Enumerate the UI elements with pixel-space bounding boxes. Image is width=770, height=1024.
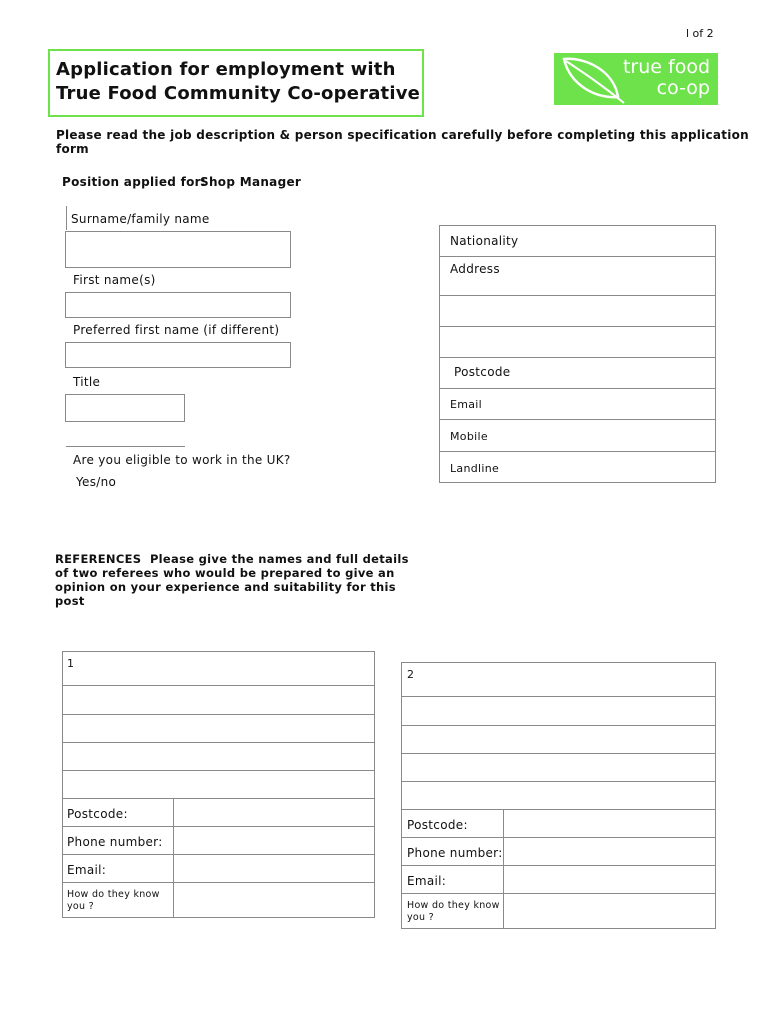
reference-1-know-label: How do they know you ? (67, 889, 160, 912)
position-value: Shop Manager (200, 175, 302, 189)
references-title: REFERENCES (55, 552, 142, 566)
reference-2-row[interactable] (402, 696, 715, 725)
reference-1-phone-label: Phone number: (67, 835, 163, 849)
references-line1: Please give the names and full details (149, 552, 409, 566)
address-label: Address (450, 262, 500, 276)
reference-2-email-label: Email: (407, 874, 447, 888)
reference-1-row[interactable] (63, 685, 374, 714)
page-number: l of 2 (686, 27, 714, 40)
reference-1-number: 1 (67, 657, 75, 670)
position-label: Position applied for: (62, 175, 207, 189)
form-title-line1: Application for employment with (56, 59, 396, 80)
reference-1-row[interactable] (63, 714, 374, 742)
reference-1-table (62, 651, 375, 918)
leaf-icon (556, 53, 626, 105)
reference-2-phone-label: Phone number: (407, 846, 503, 860)
eligible-label: Are you eligible to work in the UK? (73, 453, 291, 467)
eligible-value[interactable]: Yes/no (76, 475, 117, 489)
divider-line (66, 446, 185, 447)
title-input[interactable] (65, 394, 185, 422)
reference-1-postcode-label: Postcode: (67, 807, 128, 821)
mobile-label: Mobile (450, 430, 488, 443)
reference-1-row[interactable] (63, 742, 374, 770)
postcode-label: Postcode (454, 365, 511, 379)
surname-label: Surname/family name (71, 212, 210, 226)
references-line2: of two referees who would be prepared to give an (55, 566, 395, 580)
contact-table (439, 225, 716, 483)
references-line3: opinion on your experience and suitability for this (55, 580, 396, 594)
first-name-label: First name(s) (73, 273, 156, 287)
form-title-line2: True Food Community Co-operative (56, 83, 421, 104)
title-label: Title (73, 375, 101, 389)
address-row-2[interactable] (440, 295, 715, 326)
references-heading (55, 552, 409, 608)
field-divider (66, 206, 67, 230)
reference-1-column-divider (173, 798, 174, 918)
preferred-name-label: Preferred first name (if different) (73, 323, 280, 337)
true-food-logo (554, 53, 718, 105)
surname-input[interactable] (65, 231, 291, 268)
reference-2-postcode-label: Postcode: (407, 818, 468, 832)
logo-text-line1: true food (622, 56, 710, 78)
reference-2-row[interactable] (402, 725, 715, 753)
reference-2-column-divider (503, 809, 504, 929)
reference-1-email-label: Email: (67, 863, 107, 877)
reference-2-number: 2 (407, 668, 415, 681)
form-title (56, 58, 420, 106)
reference-2-know-label: How do they know you ? (407, 900, 500, 923)
instruction-text: Please read the job description & person specification carefully before completing this application form (56, 128, 749, 156)
nationality-label: Nationality (450, 234, 519, 248)
reference-2-row[interactable] (402, 753, 715, 781)
reference-2-row[interactable] (402, 781, 715, 809)
reference-2-table (401, 662, 716, 929)
landline-label: Landline (450, 462, 500, 475)
preferred-name-input[interactable] (65, 342, 291, 368)
email-label: Email (450, 398, 483, 411)
reference-1-row[interactable] (63, 770, 374, 798)
references-line4: post (55, 594, 85, 608)
address-row-3[interactable] (440, 326, 715, 357)
reference-2-email-row[interactable] (402, 865, 715, 893)
reference-1-email-row[interactable] (63, 854, 374, 882)
logo-text-line2: co-op (656, 77, 710, 99)
first-name-input[interactable] (65, 292, 291, 318)
